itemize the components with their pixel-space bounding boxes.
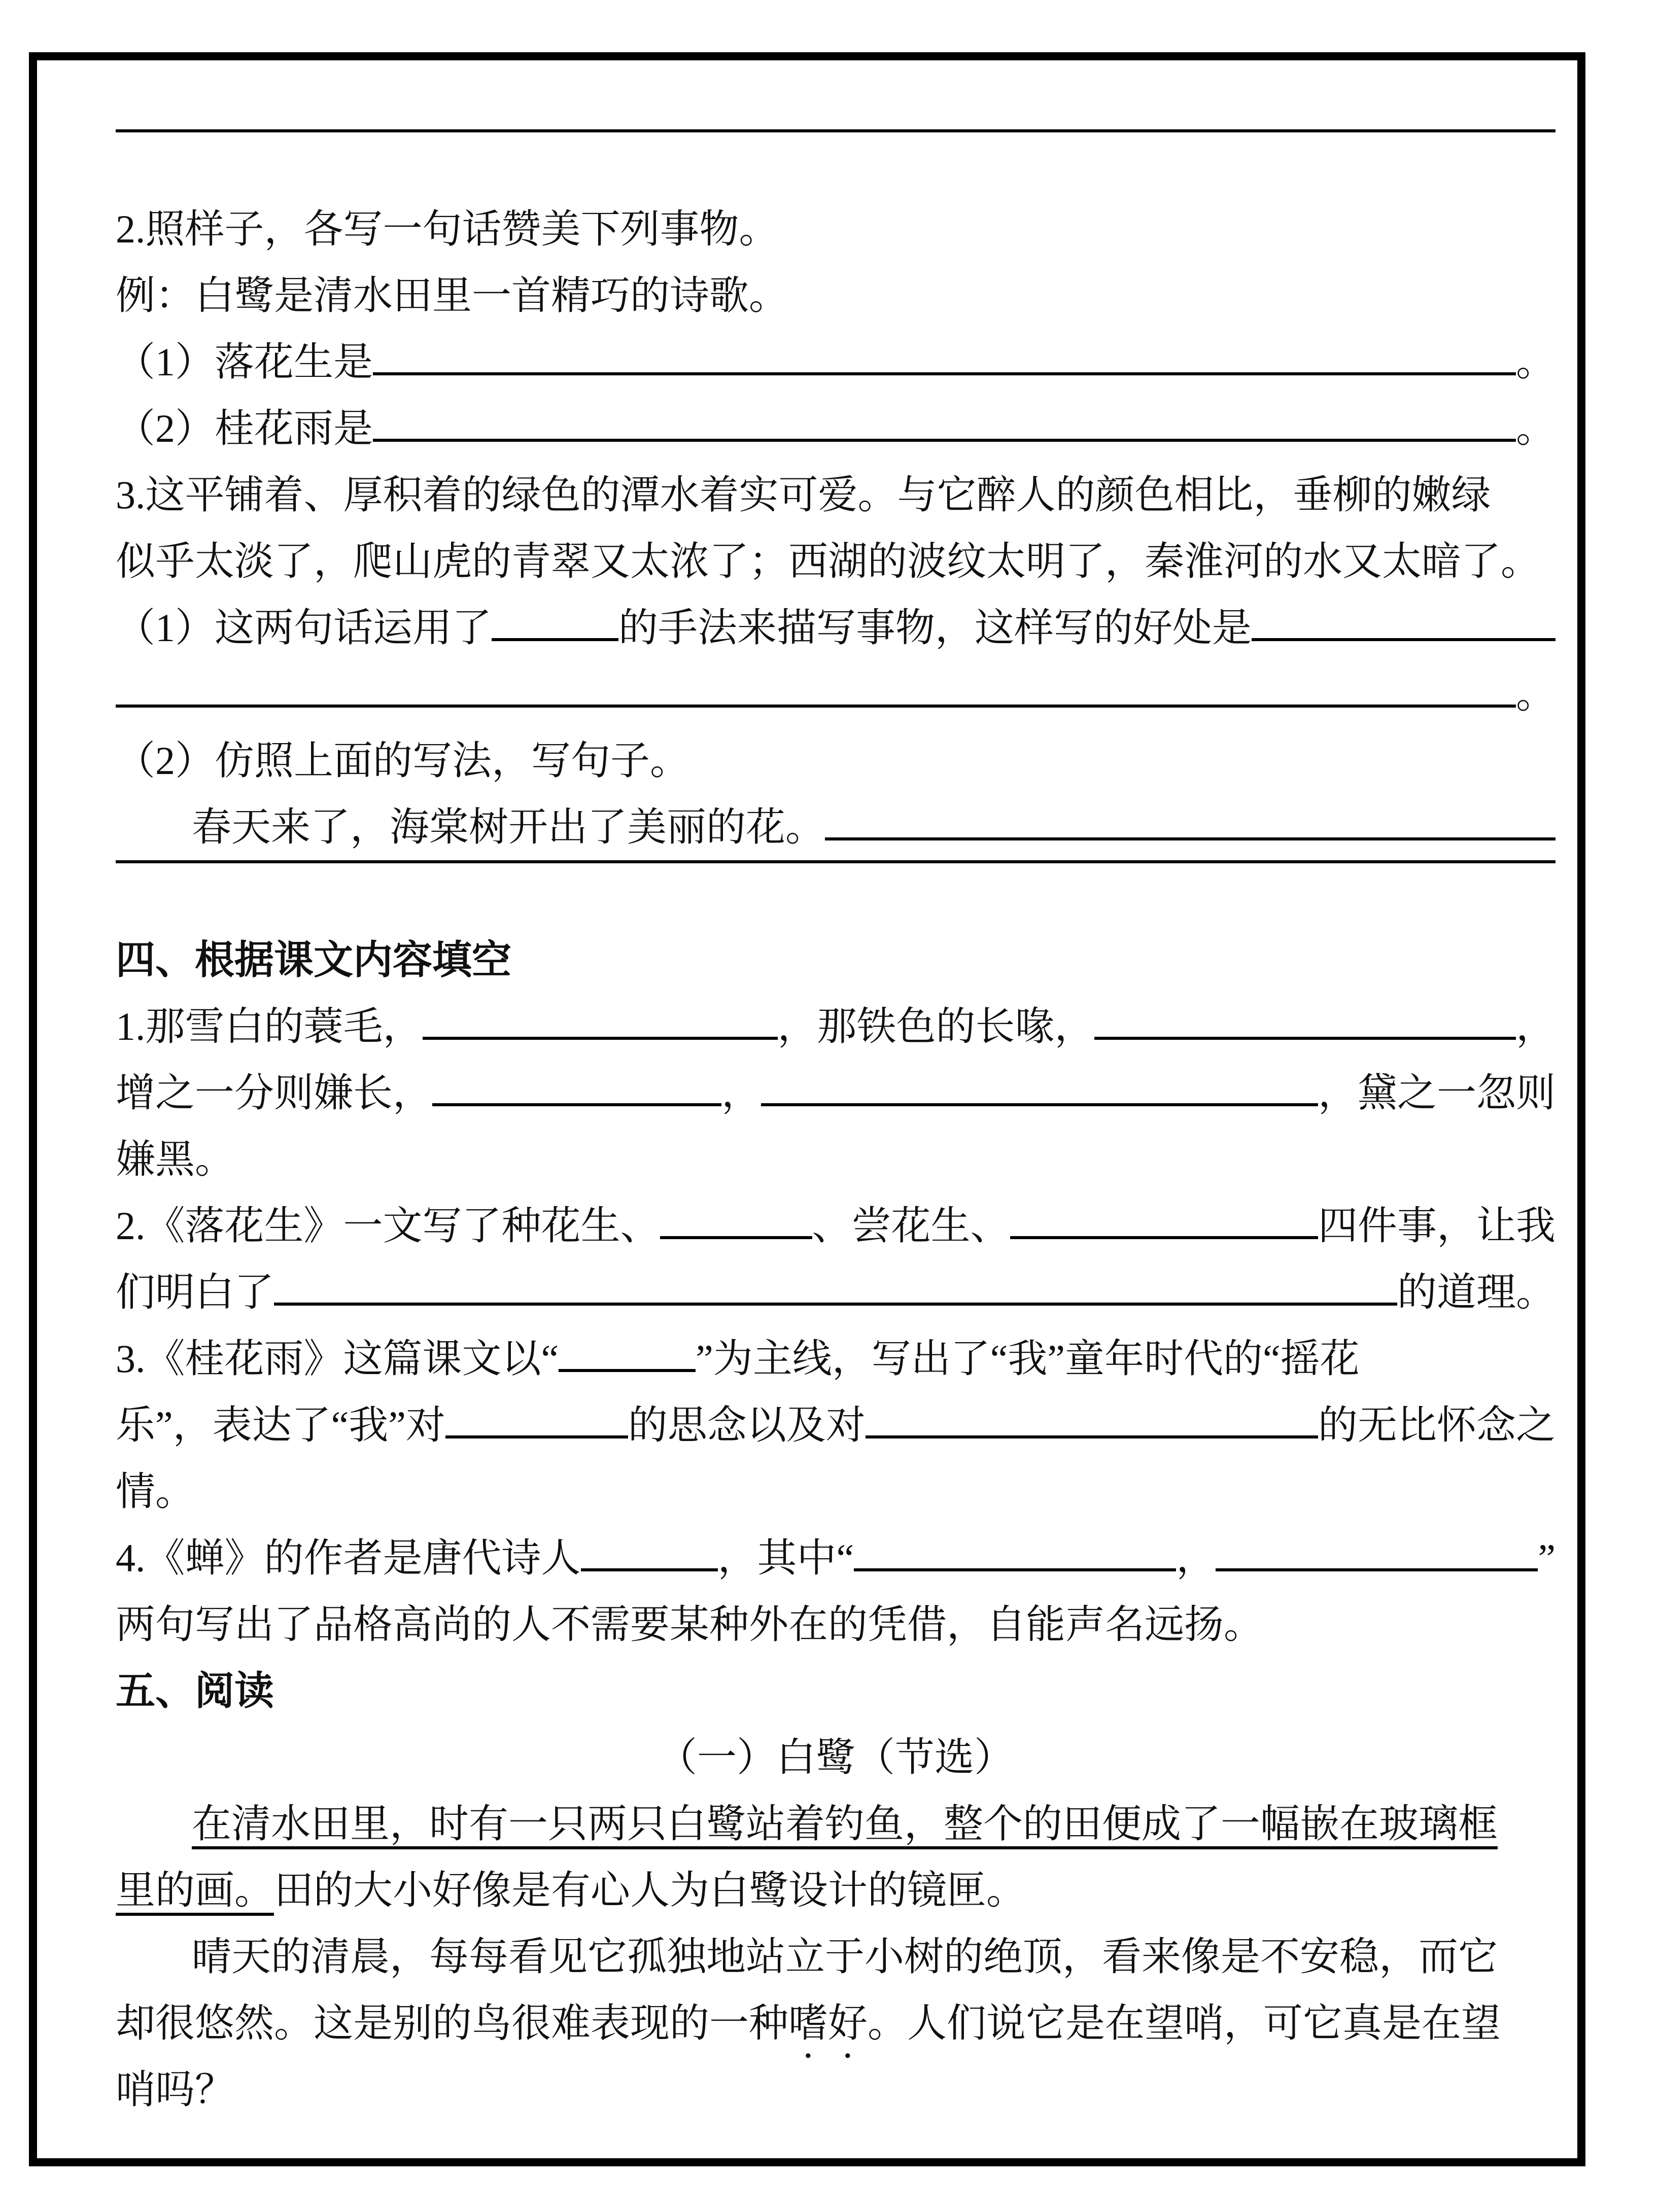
- text-segment: 的思念以及对: [628, 1403, 866, 1447]
- answer-blank: [1094, 1037, 1516, 1040]
- answer-blank: [854, 1568, 1176, 1571]
- text-segment: 1.那雪白的蓑毛，: [116, 1004, 423, 1048]
- text-segment: 乐”，表达了“我”对: [116, 1403, 445, 1447]
- text-segment: 似乎太淡了，爬山虎的青翠又太浓了；西湖的波纹太明了，秦淮河的水又太暗了。: [116, 539, 1541, 583]
- q3-sub-1: [116, 594, 1556, 661]
- reading-passage-line-3: [116, 1923, 1556, 1990]
- reading-1-title: [116, 1724, 1556, 1790]
- text-segment: （2）桂花雨是: [116, 406, 373, 450]
- answer-blank: [825, 837, 1556, 840]
- q2-example: [116, 262, 1556, 329]
- underlined-text: 在清水田里，时有一只两只白鹭站着钓鱼，整个的田便成了一幅嵌在玻璃框: [192, 1802, 1498, 1846]
- text-segment: ”为主线，写出了“我”童年时代的“摇花: [696, 1337, 1360, 1381]
- text-segment: ，: [1176, 1536, 1216, 1580]
- emphasized-text: 嗜好: [788, 2001, 868, 2045]
- text-segment: ”: [1538, 1536, 1556, 1580]
- q4-1-line-3: [116, 1126, 1556, 1192]
- q4-3-line-2: [116, 1392, 1556, 1458]
- text-segment: 、尝花生、: [812, 1204, 1010, 1248]
- text-segment: 3.《桂花雨》这篇课文以“: [116, 1337, 559, 1381]
- q3-passage-line-2: [116, 528, 1556, 594]
- text-segment: （一）白鹭（节选）: [657, 1735, 1014, 1779]
- text-segment: 。: [1515, 672, 1556, 716]
- text-segment: 。人们说它是在望哨，可它真是在望: [868, 2001, 1501, 2045]
- text-segment: 例：白鹭是清水田里一首精巧的诗歌。: [116, 273, 789, 318]
- underlined-text: 里的画。: [116, 1868, 274, 1912]
- answer-blank: [116, 129, 1556, 132]
- answer-blank: [373, 439, 1516, 442]
- text-segment: 两句写出了品格高尚的人不需要某种外在的凭借，自能声名远扬。: [116, 1602, 1264, 1646]
- answer-blank: [116, 860, 1556, 863]
- text-segment: 。: [1515, 406, 1556, 450]
- q4-2-line-2: [116, 1259, 1556, 1325]
- text-segment: 春天来了，海棠树开出了美丽的花。: [192, 805, 825, 849]
- worksheet-content: [116, 129, 1556, 2123]
- answer-blank: [866, 1435, 1318, 1438]
- reading-passage-line-2: [116, 1857, 1556, 1923]
- text-segment: ，黛之一忽则: [1318, 1071, 1556, 1115]
- answer-blank: [761, 1103, 1318, 1106]
- q4-4-line-2: [116, 1591, 1556, 1658]
- answer-blank: [423, 1037, 778, 1040]
- text-segment: （1）落花生是: [116, 340, 373, 384]
- answer-blank: [274, 1303, 1397, 1306]
- q3-sub-2-example: [116, 794, 1556, 860]
- text-segment: （2）仿照上面的写法，写句子。: [116, 739, 690, 783]
- q2-prompt: [116, 196, 1556, 262]
- q4-3-line-3: [116, 1458, 1556, 1525]
- answer-blank: [1010, 1236, 1318, 1239]
- text-segment: 增之一分则嫌长，: [116, 1071, 433, 1115]
- text-segment: 。: [1515, 340, 1556, 384]
- answer-blank: [660, 1236, 812, 1239]
- text-segment: 四、根据课文内容填空: [116, 938, 512, 982]
- text-segment: 2.照样子，各写一句话赞美下列事物。: [116, 207, 779, 251]
- text-segment: ，: [721, 1071, 762, 1115]
- continuation-answer-line: [116, 129, 1556, 196]
- text-segment: 晴天的清晨，每每看见它孤独地站立于小树的绝顶，看来像是不安稳，而它: [192, 1935, 1498, 1979]
- q2-item-2: [116, 395, 1556, 462]
- answer-blank: [432, 1103, 721, 1106]
- q3-sub-1-answer-line: [116, 661, 1556, 727]
- section-5-heading: [116, 1658, 1556, 1724]
- text-segment: 嫌黑。: [116, 1137, 235, 1181]
- answer-blank: [492, 638, 618, 641]
- text-segment: 3.这平铺着、厚积着的绿色的潭水着实可爱。与它醉人的颜色相比，垂柳的嫩绿: [116, 473, 1491, 517]
- text-segment: 哨吗？: [116, 2067, 235, 2112]
- text-segment: 的手法来描写事物，这样写的好处是: [618, 606, 1252, 650]
- answer-blank: [559, 1369, 696, 1372]
- text-segment: 的道理。: [1397, 1270, 1556, 1314]
- reading-passage-line-1: [116, 1790, 1556, 1857]
- answer-blank: [445, 1435, 628, 1438]
- text-segment: （1）这两句话运用了: [116, 606, 492, 650]
- section-4-heading: [116, 927, 1556, 993]
- text-segment: ，其中“: [717, 1536, 854, 1580]
- text-segment: 们明白了: [116, 1270, 274, 1314]
- reading-passage-line-4: [116, 1990, 1556, 2056]
- text-segment: 却很悠然。这是别的鸟很难表现的一种: [116, 2001, 789, 2045]
- answer-blank: [1216, 1568, 1538, 1571]
- q4-4-line-1: [116, 1525, 1556, 1591]
- text-segment: 四件事，让我: [1318, 1204, 1556, 1248]
- text-segment: 4.《蝉》的作者是唐代诗人: [116, 1536, 581, 1580]
- q3-sub-2: [116, 727, 1556, 794]
- answer-blank: [1252, 638, 1556, 641]
- q4-1-line-1: [116, 993, 1556, 1060]
- text-segment: 情。: [116, 1469, 195, 1514]
- answer-blank: [581, 1568, 718, 1571]
- answer-blank: [373, 372, 1516, 375]
- text-segment: 的无比怀念之: [1318, 1403, 1556, 1447]
- text-segment: 2.《落花生》一文写了种花生、: [116, 1204, 660, 1248]
- text-segment: 田的大小好像是有心人为白鹭设计的镜匣。: [274, 1868, 1026, 1912]
- text-segment: ，那铁色的长喙，: [777, 1004, 1094, 1048]
- q4-1-line-2: [116, 1060, 1556, 1126]
- q4-2-line-1: [116, 1192, 1556, 1259]
- text-segment: 五、阅读: [116, 1669, 274, 1713]
- q3-sub-2-answer-line: [116, 860, 1556, 927]
- q2-item-1: [116, 329, 1556, 395]
- q3-passage-line-1: [116, 462, 1556, 528]
- text-segment: ，: [1515, 1004, 1556, 1048]
- answer-blank: [116, 705, 1516, 708]
- q4-3-line-1: [116, 1325, 1556, 1392]
